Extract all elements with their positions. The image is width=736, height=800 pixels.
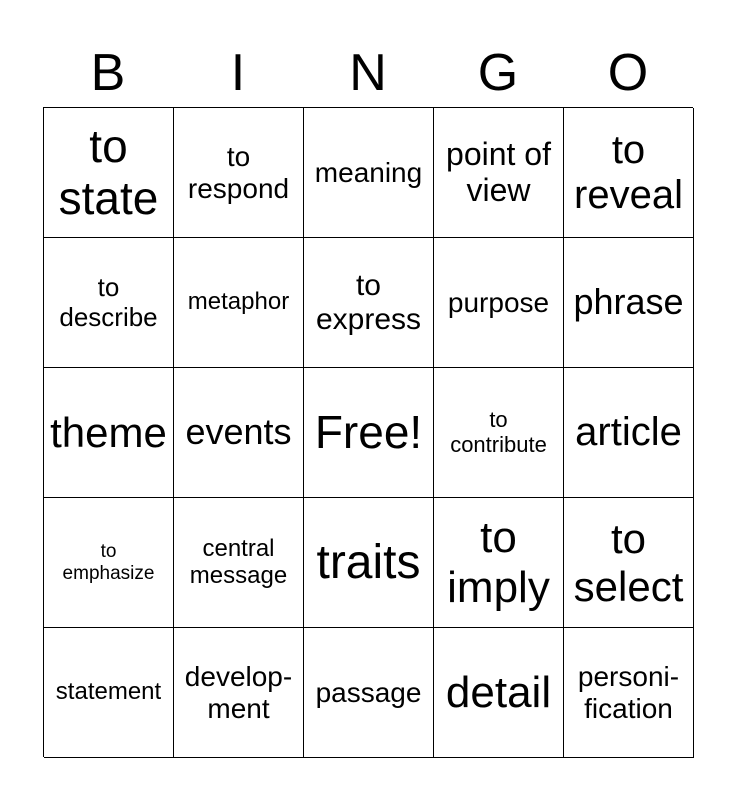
bingo-cell-line: theme [50, 408, 167, 456]
bingo-cell[interactable] [44, 108, 174, 238]
bingo-cell[interactable] [304, 498, 434, 628]
bingo-cell-line: article [575, 410, 682, 455]
bingo-cell-text [316, 536, 420, 590]
bingo-cell[interactable] [44, 498, 174, 628]
bingo-cell-line: to [480, 513, 517, 563]
bingo-cell-text [573, 282, 683, 322]
header-letter-i: I [230, 44, 246, 102]
bingo-cell-text [188, 289, 289, 316]
bingo-cell-line: traits [316, 535, 421, 589]
bingo-cell-text [315, 157, 422, 188]
bingo-cell-text [63, 541, 155, 584]
bingo-cell[interactable] [304, 108, 434, 238]
bingo-cell-line: purpose [447, 286, 550, 318]
bingo-cell[interactable] [434, 108, 564, 238]
bingo-cell-line: to [100, 541, 117, 563]
bingo-cell-text [185, 661, 292, 724]
bingo-cell-line: to [610, 515, 647, 563]
bingo-cell-text [450, 408, 547, 457]
bingo-cell[interactable] [564, 108, 694, 238]
bingo-cell-text [447, 513, 550, 612]
bingo-cell-line: metaphor [187, 288, 290, 316]
bingo-cell-text [185, 412, 291, 452]
bingo-cell[interactable] [434, 498, 564, 628]
bingo-cell-line: express [315, 302, 422, 336]
bingo-cell[interactable] [174, 498, 304, 628]
bingo-cell[interactable] [434, 368, 564, 498]
bingo-cell-text [56, 679, 161, 706]
bingo-cell-line: state [58, 171, 159, 224]
bingo-cell[interactable] [564, 368, 694, 498]
bingo-cell-text [446, 137, 551, 209]
bingo-cell-line: personi- [577, 661, 680, 693]
bingo-cell-line: describe [59, 301, 158, 332]
bingo-cell[interactable] [174, 628, 304, 758]
bingo-cell-text [59, 121, 159, 224]
bingo-cell[interactable] [434, 628, 564, 758]
bingo-cell-text [316, 269, 421, 336]
bingo-cell-line: passage [315, 676, 422, 708]
bingo-cell[interactable] [174, 368, 304, 498]
bingo-cell[interactable] [44, 368, 174, 498]
bingo-cell-text [575, 410, 682, 455]
bingo-cell-line: develop- [184, 661, 293, 693]
bingo-cell-text [446, 668, 551, 717]
bingo-cell-line: to [226, 141, 251, 173]
bingo-cell-text [188, 141, 289, 204]
bingo-cell-line: to [89, 119, 128, 172]
header-letter-o: O [607, 44, 649, 102]
bingo-cell-text [578, 661, 679, 724]
bingo-cell-line: to [355, 268, 381, 302]
bingo-cell[interactable] [174, 108, 304, 238]
bingo-cell-text [316, 677, 422, 708]
bingo-cell-line: respond [187, 172, 290, 204]
header-letter-n: N [349, 44, 387, 102]
bingo-cell-line: to [489, 406, 508, 432]
bingo-cell-line: statement [55, 678, 162, 706]
bingo-cell-text [190, 536, 287, 590]
bingo-cell-text [574, 515, 684, 609]
bingo-cell-line: select [573, 562, 684, 610]
bingo-cell-text [315, 407, 422, 459]
bingo-cell-line: meaning [314, 156, 423, 188]
bingo-cell[interactable] [304, 368, 434, 498]
bingo-cell[interactable] [44, 238, 174, 368]
bingo-cell[interactable] [44, 628, 174, 758]
bingo-cell-text [59, 273, 157, 331]
bingo-cell-line: emphasize [62, 562, 155, 584]
bingo-cell-line: Free! [314, 405, 423, 458]
bingo-cell-line: to [611, 127, 646, 172]
bingo-cell-line: events [185, 411, 292, 453]
bingo-cell-line: ment [207, 692, 270, 724]
bingo-cell[interactable] [564, 238, 694, 368]
bingo-cell-line: imply [447, 562, 550, 612]
bingo-cell-line: reveal [574, 172, 683, 217]
bingo-cell-line: view [466, 171, 531, 208]
bingo-cell[interactable] [304, 238, 434, 368]
bingo-cell-text [574, 128, 683, 218]
bingo-cell[interactable] [434, 238, 564, 368]
bingo-cell-line: fication [584, 692, 673, 724]
bingo-cell-text [50, 409, 167, 456]
bingo-cell-line: detail [445, 667, 552, 717]
bingo-header [43, 42, 693, 104]
bingo-cell-line: message [189, 561, 288, 589]
bingo-cell[interactable] [564, 498, 694, 628]
bingo-cell-text [448, 287, 549, 318]
bingo-cell-line: point of [446, 135, 551, 172]
bingo-cell-line: phrase [573, 281, 684, 323]
bingo-cell-line: contribute [450, 431, 547, 457]
bingo-cell[interactable] [564, 628, 694, 758]
header-letter-g: G [477, 44, 519, 102]
bingo-cell-line: to [97, 272, 120, 303]
header-letter-b: B [90, 44, 126, 102]
bingo-cell-line: central [202, 534, 275, 562]
bingo-cell[interactable] [304, 628, 434, 758]
bingo-card-grid [43, 107, 693, 757]
bingo-cell[interactable] [174, 238, 304, 368]
